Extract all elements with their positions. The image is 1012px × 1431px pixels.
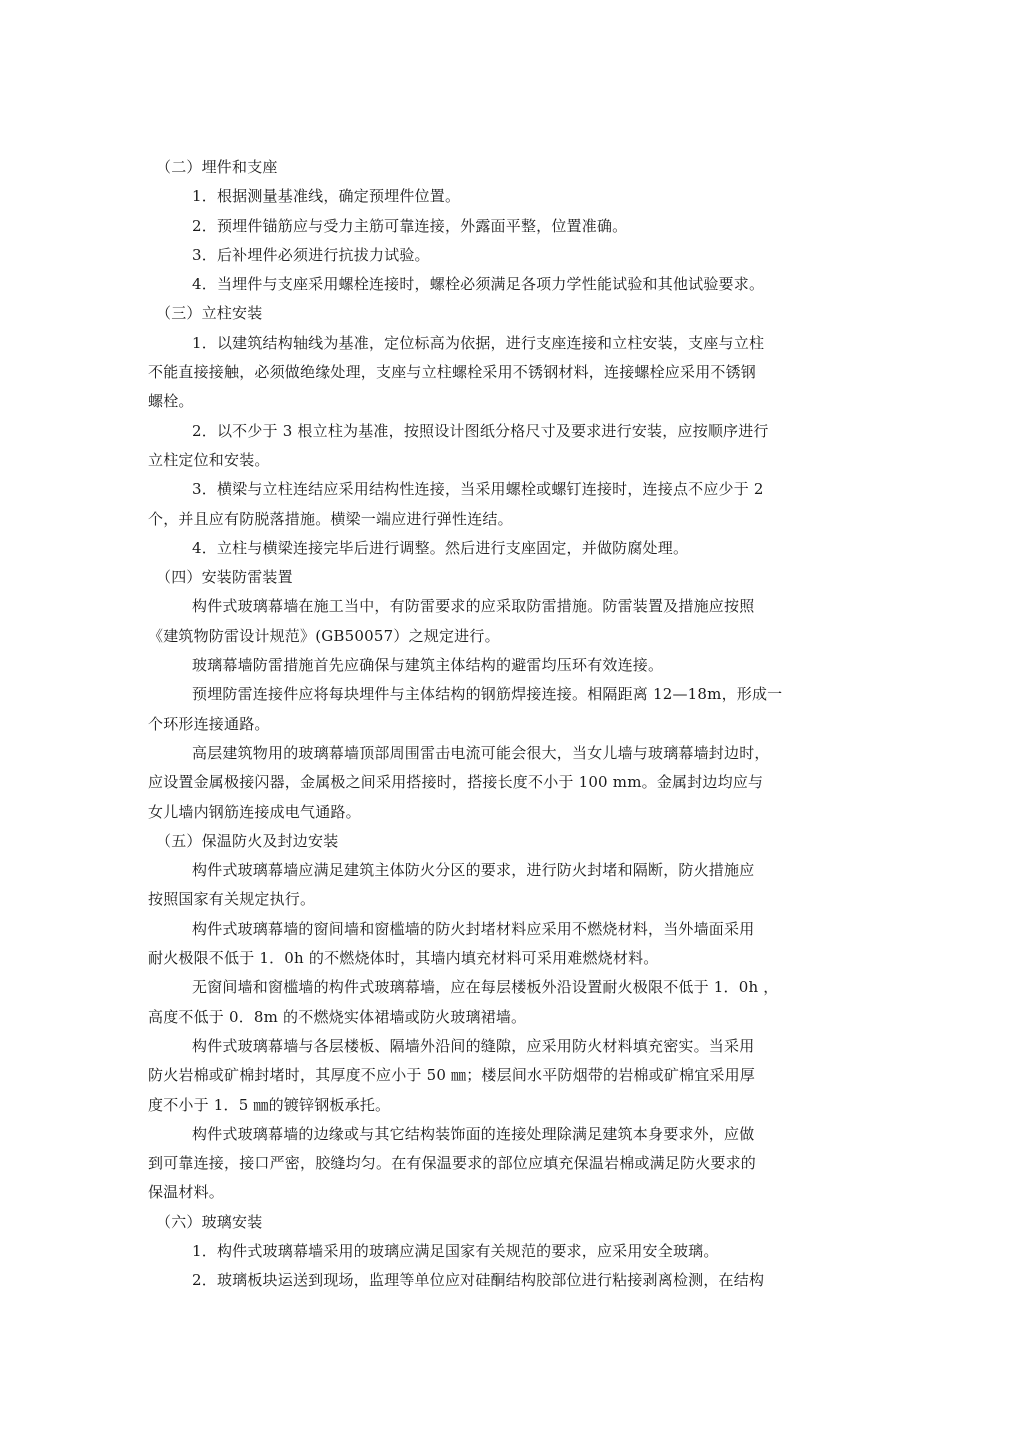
text-line: 立柱定位和安装。: [148, 450, 270, 469]
text-line: 2．以不少于 3 根立柱为基准，按照设计图纸分格尺寸及要求进行安装，应按顺序进行: [192, 421, 769, 440]
text-line: 《建筑物防雷设计规范》(GB50057）之规定进行。: [148, 626, 500, 645]
text-line: 预埋防雷连接件应将每块埋件与主体结构的钢筋焊接连接。相隔距离 12—18m，形成一: [192, 685, 783, 704]
text-line: 构件式玻璃幕墙的边缘或与其它结构装饰面的连接处理除满足建筑本身要求外，应做: [192, 1124, 755, 1143]
section-heading: （三）立柱安装: [156, 304, 263, 323]
text-line: 4．立柱与横梁连接完毕后进行调整。然后进行支座固定，并做防腐处理。: [192, 538, 689, 557]
text-line: 到可靠连接，接口严密，胶缝均匀。在有保温要求的部位应填充保温岩棉或满足防火要求的: [148, 1154, 757, 1173]
text-line: 高度不低于 0．8m 的不燃烧实体裙墙或防火玻璃裙墙。: [148, 1007, 527, 1026]
text-line: 螺栓。: [148, 392, 194, 411]
text-line: 无窗间墙和窗槛墙的构件式玻璃幕墙，应在每层楼板外沿设置耐火极限不低于 1．0h ，: [192, 978, 779, 997]
section-heading: （五）保温防火及封边安装: [156, 831, 339, 850]
text-line: 女儿墙内钢筋连接成电气通路。: [148, 802, 361, 821]
text-line: 构件式玻璃幕墙在施工当中，有防雷要求的应采取防雷措施。防雷装置及措施应按照: [192, 597, 755, 616]
text-line: 个环形连接通路。: [148, 714, 270, 733]
text-line: 3．横梁与立柱连结应采用结构性连接，当采用螺栓或螺钉连接时，连接点不应少于 2: [192, 480, 764, 499]
text-line: 度不小于 1．5 ㎜的镀锌钢板承托。: [148, 1095, 391, 1114]
text-line: 个，并且应有防脱落措施。横梁一端应进行弹性连结。: [148, 509, 513, 528]
text-line: 应设置金属极接闪器，金属极之间采用搭接时，搭接长度不小于 100 mm。金属封边均应与: [148, 773, 764, 792]
document-page: [148, 153, 860, 1296]
text-line: 高层建筑物用的玻璃幕墙顶部周围雷击电流可能会很大，当女儿墙与玻璃幕墙封边时，: [192, 743, 770, 762]
text-line: 防火岩棉或矿棉封堵时，其厚度不应小于 50 ㎜；楼层间水平防烟带的岩棉或矿棉宜采用厚: [148, 1066, 756, 1085]
text-line: 3．后补埋件必须进行抗拔力试验。: [192, 245, 430, 264]
text-line: 玻璃幕墙防雷措施首先应确保与建筑主体结构的避雷均压环有效连接。: [192, 656, 664, 675]
text-line: 构件式玻璃幕墙的窗间墙和窗槛墙的防火封堵材料应采用不燃烧材料，当外墙面采用: [192, 919, 755, 938]
text-line: 构件式玻璃幕墙应满足建筑主体防火分区的要求，进行防火封堵和隔断，防火措施应: [192, 861, 755, 880]
text-line: 保温材料。: [148, 1183, 225, 1202]
text-line: 1．构件式玻璃幕墙采用的玻璃应满足国家有关规范的要求，应采用安全玻璃。: [192, 1241, 719, 1260]
section-heading: （四）安装防雷装置: [156, 568, 293, 587]
text-line: 2．预埋件锚筋应与受力主筋可靠连接，外露面平整，位置准确。: [192, 216, 628, 235]
text-line: 构件式玻璃幕墙与各层楼板、隔墙外沿间的缝隙，应采用防火材料填充密实。当采用: [192, 1036, 755, 1055]
text-line: 1．根据测量基准线，确定预埋件位置。: [192, 187, 461, 206]
section-heading: （二）埋件和支座: [156, 158, 278, 176]
text-line: 4．当埋件与支座采用螺栓连接时，螺栓必须满足各项力学性能试验和其他试验要求。: [192, 275, 765, 294]
text-line: 2．玻璃板块运送到现场，监理等单位应对硅酮结构胶部位进行粘接剥离检测，在结构: [192, 1271, 765, 1290]
text-line: 耐火极限不低于 1．0h 的不燃烧体时，其墙内填充材料可采用难燃烧材料。: [148, 949, 659, 968]
text-line: 1．以建筑结构轴线为基准，定位标高为依据，进行支座连接和立柱安装，支座与立柱: [192, 333, 765, 352]
text-line: 不能直接接触，必须做绝缘处理，支座与立柱螺栓采用不锈钢材料，连接螺栓应采用不锈钢: [148, 363, 757, 382]
text-line: 按照国家有关规定执行。: [148, 890, 316, 909]
section-heading: （六）玻璃安装: [156, 1212, 263, 1231]
